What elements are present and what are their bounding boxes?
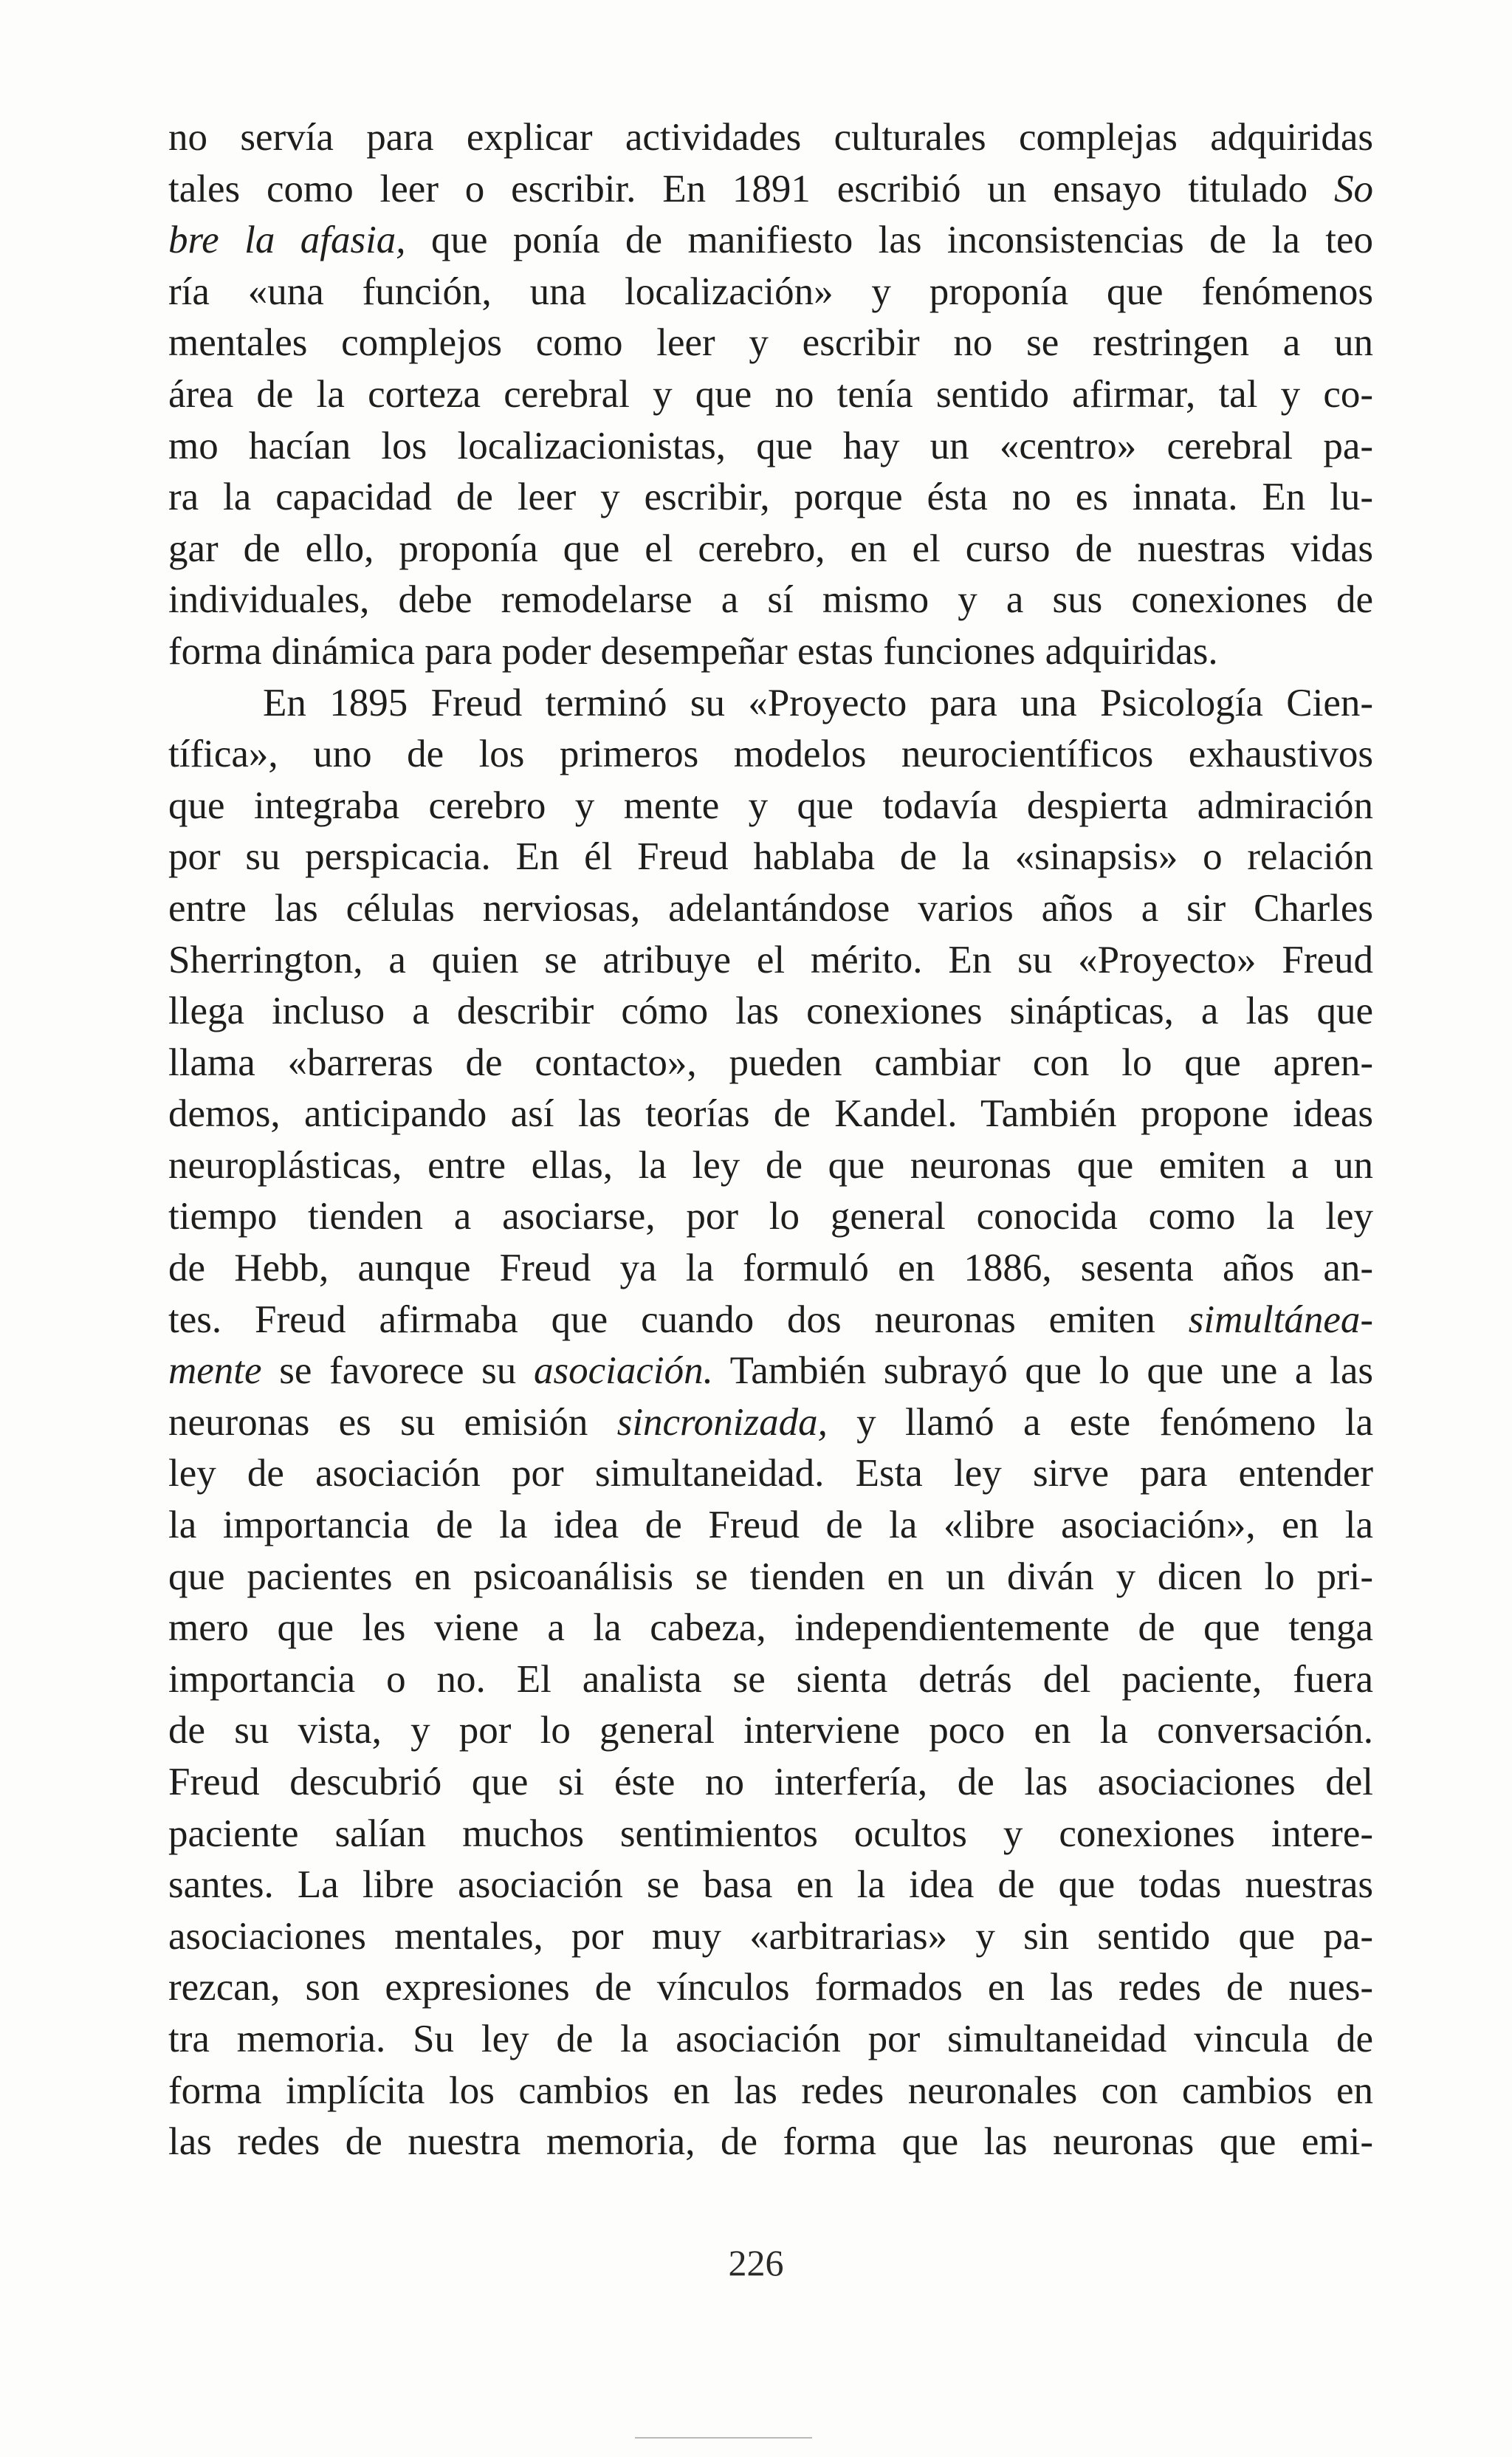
- text-run: entre las células nerviosas, adelantándose varios años a sir Charles: [168, 886, 1373, 930]
- text-line: [168, 1809, 1373, 1860]
- text-line: [168, 524, 1373, 575]
- text-run: y llamó a este fenómeno la: [827, 1400, 1373, 1444]
- italic-text: bre la afasia,: [168, 219, 406, 262]
- text-run: individuales, debe remodelarse a sí mismo y a sus conexiones de: [168, 578, 1373, 622]
- text-line: [168, 472, 1373, 524]
- text-line: [168, 935, 1373, 987]
- text-line: [168, 1705, 1373, 1757]
- text-run: mo hacían los localizacionistas, que hay un «centro» cerebral pa-: [168, 424, 1373, 467]
- text-run: Sherrington, a quien se atribuye el mérito. En su «Proyecto» Freud: [168, 938, 1373, 981]
- text-line: [168, 164, 1373, 216]
- text-run: neuroplásticas, entre ellas, la ley de que neuronas que emiten a un: [168, 1143, 1373, 1187]
- text-run: llega incluso a describir cómo las conexiones sinápticas, a las que: [168, 990, 1373, 1033]
- text-line: [168, 1191, 1373, 1243]
- text-run: Freud descubrió que si éste no interfería, de las asociaciones del: [168, 1761, 1373, 1803]
- text-line: [168, 369, 1373, 421]
- italic-text: simultánea-: [1188, 1298, 1373, 1341]
- text-run: la importancia de la idea de Freud de la «libre asociación», en la: [168, 1504, 1373, 1547]
- text-run: que ponía de manifiesto las inconsistencias de la teo: [405, 219, 1373, 262]
- text-run: mentales complejos como leer y escribir no se restringen a un: [168, 321, 1373, 365]
- text-run: ley de asociación por simultaneidad. Esta ley sirve para entender: [168, 1452, 1373, 1495]
- text-run: ría «una función, una localización» y proponía que fenómenos: [168, 270, 1373, 313]
- text-run: asociaciones mentales, por muy «arbitrarias» y sin sentido que pa-: [168, 1914, 1373, 1958]
- text-run: forma implícita los cambios en las redes neuronales con cambios en: [168, 2069, 1373, 2112]
- text-line: [168, 1962, 1373, 2014]
- text-run: que pacientes en psicoanálisis se tienden en un diván y dicen lo pri-: [168, 1555, 1373, 1598]
- text-line: [168, 1397, 1373, 1449]
- text-run: por su perspicacia. En él Freud hablaba de la «sinapsis» o relación: [168, 835, 1373, 879]
- body-text: [168, 112, 1373, 2168]
- text-run: las redes de nuestra memoria, de forma que las neuronas que emi-: [168, 2120, 1373, 2164]
- text-line: [168, 1500, 1373, 1552]
- text-line: [168, 1654, 1373, 1706]
- text-run: tífica», uno de los primeros modelos neurocientíficos exhaustivos: [168, 733, 1373, 776]
- text-line: [168, 832, 1373, 883]
- text-run: de su vista, y por lo general interviene poco en la conversación.: [168, 1709, 1373, 1752]
- text-line: [168, 2014, 1373, 2066]
- text-run: neuronas es su emisión: [168, 1400, 617, 1444]
- italic-text: asociación.: [533, 1349, 713, 1393]
- text-line: [168, 1757, 1373, 1809]
- text-run: importancia o no. El analista se sienta detrás del paciente, fuera: [168, 1657, 1373, 1701]
- text-line: [168, 1243, 1373, 1295]
- italic-text: So: [1334, 167, 1373, 210]
- text-line: [168, 678, 1373, 730]
- text-line: [168, 626, 1373, 678]
- text-line: [168, 2066, 1373, 2117]
- text-line: [168, 729, 1373, 781]
- text-run: En 1895 Freud terminó su «Proyecto para una Psicología Cien-: [263, 681, 1373, 724]
- text-line: [168, 421, 1373, 473]
- italic-text: sincronizada,: [616, 1400, 828, 1444]
- text-run: gar de ello, proponía que el cerebro, en el curso de nuestras vidas: [168, 527, 1373, 570]
- text-run: También subrayó que lo que une a las: [712, 1349, 1374, 1393]
- text-line: [168, 1295, 1373, 1346]
- text-line: [168, 1089, 1373, 1140]
- text-run: santes. La libre asociación se basa en la idea de que todas nuestras: [168, 1863, 1373, 1907]
- text-run: ra la capacidad de leer y escribir, porque ésta no es innata. En lu-: [168, 476, 1373, 519]
- text-run: se favorece su: [261, 1349, 534, 1393]
- text-line: [168, 267, 1373, 318]
- text-line: [168, 1552, 1373, 1603]
- text-run: tra memoria. Su ley de la asociación por simultaneidad vincula de: [168, 2017, 1373, 2060]
- text-run: tiempo tienden a asociarse, por lo general conocida como la ley: [168, 1195, 1373, 1238]
- text-line: [168, 1603, 1373, 1654]
- text-run: que integraba cerebro y mente y que todavía despierta admiración: [168, 784, 1373, 827]
- text-line: [168, 1346, 1373, 1397]
- text-run: tales como leer o escribir. En 1891 escribió un ensayo titulado: [168, 167, 1334, 210]
- text-run: mero que les viene a la cabeza, independientemente de que tenga: [168, 1606, 1373, 1650]
- text-run: tes. Freud afirmaba que cuando dos neuronas emiten: [168, 1298, 1189, 1341]
- text-run: demos, anticipando así las teorías de Kandel. También propone ideas: [168, 1092, 1373, 1136]
- text-line: [168, 781, 1373, 832]
- text-line: [168, 112, 1373, 164]
- text-run: no servía para explicar actividades culturales complejas adquiridas: [168, 116, 1373, 159]
- text-run: rezcan, son expresiones de vínculos formados en las redes de nues-: [168, 1966, 1373, 2009]
- text-line: [168, 1038, 1373, 1089]
- scan-mark: [635, 2437, 812, 2439]
- text-run: área de la corteza cerebral y que no tenía sentido afirmar, tal y co-: [168, 372, 1373, 416]
- text-line: [168, 986, 1373, 1038]
- text-line: [168, 883, 1373, 935]
- text-line: [168, 575, 1373, 626]
- text-line: [168, 215, 1373, 267]
- text-line: [168, 1860, 1373, 1911]
- text-run: llama «barreras de contacto», pueden cambiar con lo que apren-: [168, 1041, 1373, 1084]
- text-line: [168, 1448, 1373, 1500]
- text-line: [168, 1911, 1373, 1963]
- text-run: paciente salían muchos sentimientos ocultos y conexiones intere-: [168, 1812, 1373, 1855]
- text-run: de Hebb, aunque Freud ya la formuló en 1886, sesenta años an-: [168, 1247, 1373, 1290]
- text-run: forma dinámica para poder desempeñar estas funciones adquiridas.: [168, 629, 1218, 673]
- text-line: [168, 1140, 1373, 1192]
- text-line: [168, 2117, 1373, 2168]
- italic-text: mente: [168, 1349, 262, 1393]
- page-number: 226: [728, 2242, 784, 2283]
- text-line: [168, 318, 1373, 369]
